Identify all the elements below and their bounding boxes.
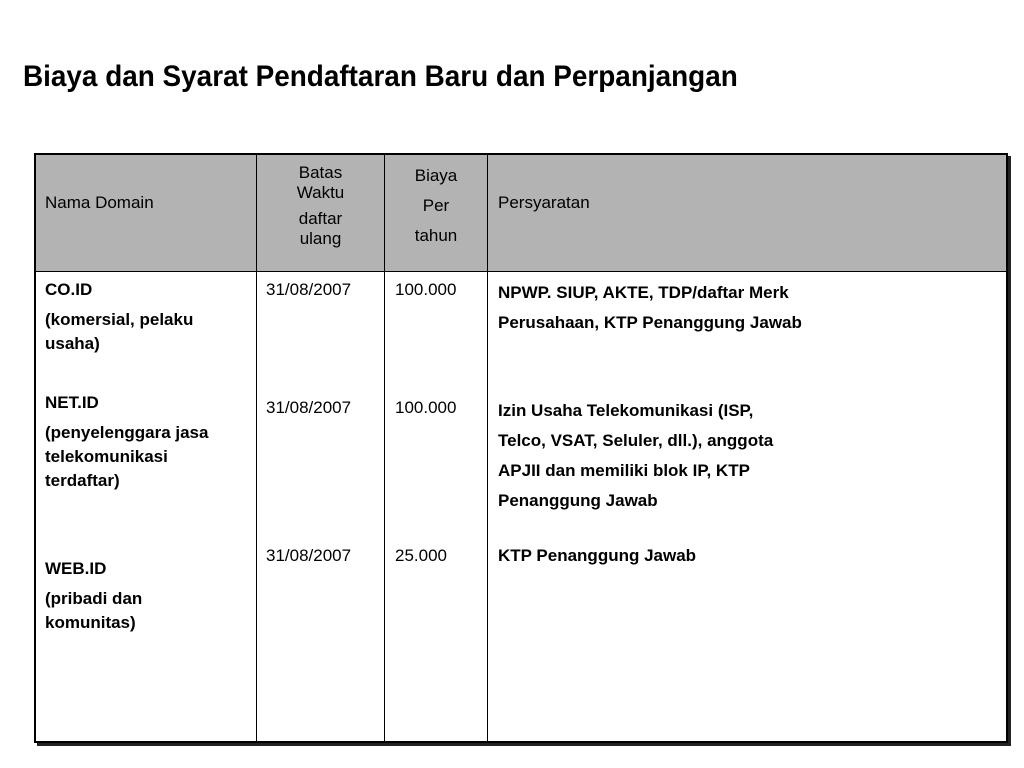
row-net-id-biaya: 100.000 — [395, 398, 457, 417]
header-biaya-line: Biaya — [414, 166, 458, 185]
domain-description: (pribadi dan — [45, 589, 143, 608]
row-web-id-batas: 31/08/2007 — [266, 546, 352, 565]
row-co-id-biaya: 100.000 — [395, 280, 457, 299]
domain-name: CO.ID — [45, 280, 93, 299]
row-web-id-domain — [45, 557, 142, 635]
requirement-line: APJII dan memiliki blok IP, KTP — [498, 461, 750, 480]
domain-description: telekomunikasi — [45, 447, 168, 466]
row-co-id-batas: 31/08/2007 — [266, 280, 352, 299]
row-net-id-persyaratan — [498, 396, 773, 516]
domain-description: terdaftar) — [45, 471, 120, 490]
header-biaya-line: tahun — [414, 226, 458, 245]
header-batas-waktu — [257, 163, 384, 249]
page-title: Biaya dan Syarat Pendaftaran Baru dan Perpanjangan — [23, 60, 738, 93]
registration-table — [34, 153, 1008, 743]
header-batas-line: ulang — [299, 229, 342, 248]
header-persyaratan: Persyaratan — [498, 193, 590, 212]
domain-description: (komersial, pelaku — [45, 310, 194, 329]
header-biaya-line: Per — [422, 196, 450, 215]
row-co-id-persyaratan — [498, 278, 802, 338]
requirement-line: NPWP. SIUP, AKTE, TDP/daftar Merk — [498, 283, 789, 302]
row-web-id-biaya: 25.000 — [395, 546, 447, 565]
header-batas-line: daftar — [298, 209, 343, 228]
domain-description: (penyelenggara jasa — [45, 423, 209, 442]
requirement-line: Perusahaan, KTP Penanggung Jawab — [498, 313, 802, 332]
row-co-id-domain — [45, 278, 193, 356]
header-biaya-per-tahun — [385, 161, 487, 251]
requirement-line: KTP Penanggung Jawab — [498, 546, 697, 565]
row-net-id-batas: 31/08/2007 — [266, 398, 352, 417]
domain-description: komunitas) — [45, 613, 136, 632]
requirement-line: Izin Usaha Telekomunikasi (ISP, — [498, 401, 754, 420]
requirement-line: Telco, VSAT, Seluler, dll.), anggota — [498, 431, 774, 450]
column-divider — [487, 155, 488, 741]
row-net-id-domain — [45, 391, 208, 493]
header-batas-line: Batas — [298, 163, 343, 182]
domain-name: WEB.ID — [45, 559, 107, 578]
header-batas-line: Waktu — [296, 183, 345, 202]
domain-name: NET.ID — [45, 393, 99, 412]
requirement-line: Penanggung Jawab — [498, 491, 658, 510]
domain-description: usaha) — [45, 334, 100, 353]
row-web-id-persyaratan — [498, 544, 696, 568]
header-nama-domain: Nama Domain — [45, 193, 154, 212]
